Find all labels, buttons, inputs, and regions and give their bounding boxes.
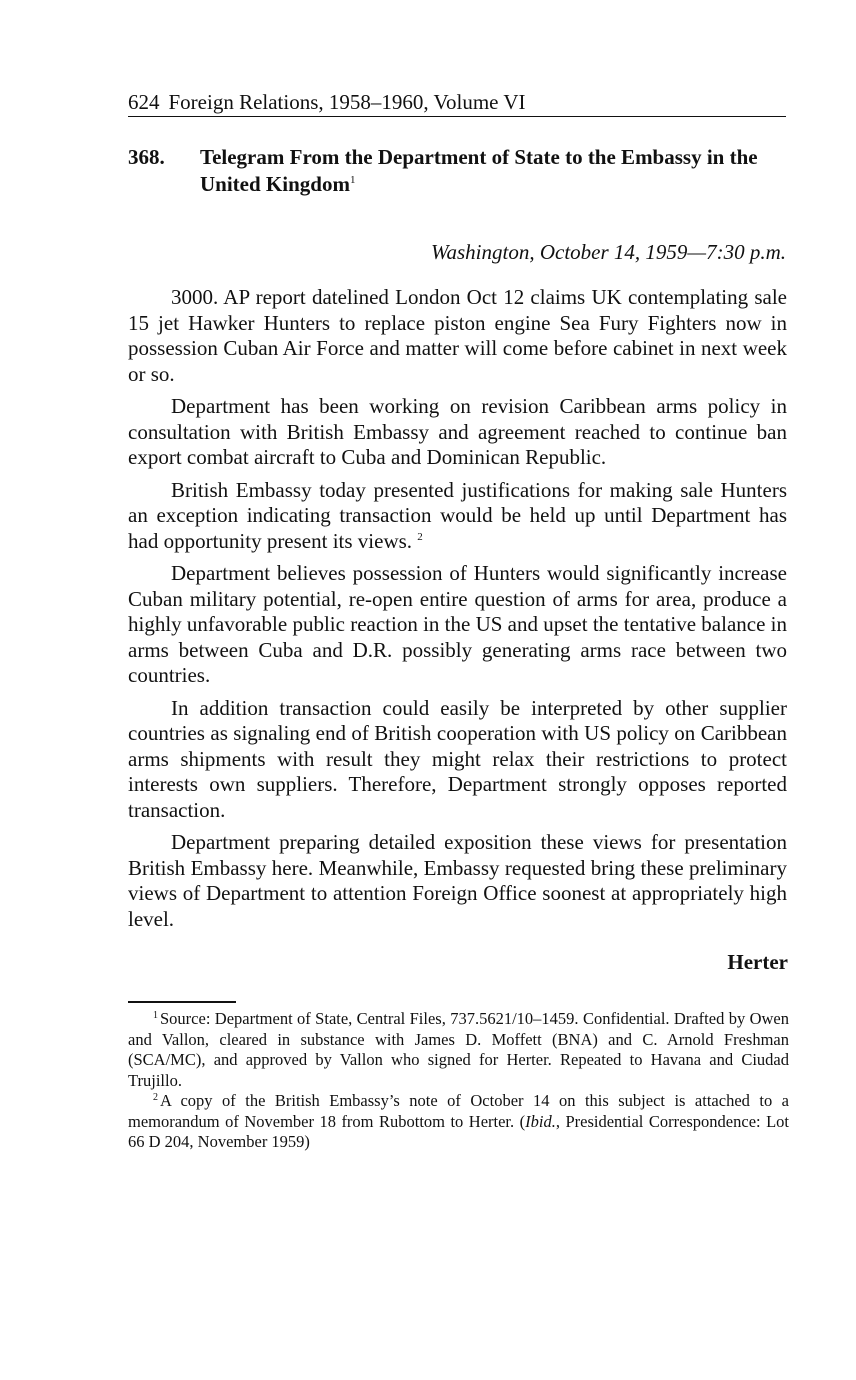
footnote-ref-2: 2 (417, 530, 423, 543)
footnote-2-text-a: A copy of the British Embassy’s note of October 14 on this subject is attached to a memorandum of November 18 from Rubottom to Herter. ( (128, 1091, 789, 1131)
paragraph-1: 3000. AP report datelined London Oct 12 claims UK contemplating sale 15 jet Hawker Hunters to replace piston engine Sea Fury Fighters now in possession Cuban Air Force and matter will come before cabinet in next week or so. (128, 285, 787, 386)
footnote-1-marker: 1 (153, 1009, 158, 1021)
signature: Herter (727, 950, 788, 974)
paragraph-3 (128, 478, 787, 555)
paragraph-3-text: British Embassy today presented justifications for making sale Hunters an exception indicating transaction would be held up until Department has had opportunity present its views. (128, 477, 787, 553)
document-number: 368. (128, 145, 165, 169)
paragraph-2: Department has been working on revision Caribbean arms policy in consultation with British Embassy and agreement reached to continue ban export combat aircraft to Cuba and Dominican Republic. (128, 394, 787, 469)
page-number: 624 (128, 90, 160, 114)
footnote-2-text-b: , Presidential Correspondence: Lot 66 D 204, November 1959) (128, 1111, 790, 1151)
telegram-body (128, 285, 787, 939)
footnotes (128, 1009, 789, 1153)
footnote-2-italic: Ibid. (525, 1111, 556, 1131)
running-head (128, 88, 786, 117)
dateline: Washington, October 14, 1959—7:30 p.m. (430, 240, 786, 264)
footnote-2-marker: 2 (153, 1091, 158, 1103)
footnote-ref-1: 1 (349, 174, 356, 186)
document-title (200, 144, 786, 198)
footnote-1 (128, 1009, 789, 1091)
footnote-divider (128, 1001, 236, 1003)
paragraph-6: Department preparing detailed exposition these views for presentation British Embassy here. Meanwhile, Embassy requested bring these preliminary views of Department to attention Foreign Office soonest at appropriately high level. (128, 830, 787, 931)
volume-title: Foreign Relations, 1958–1960, Volume VI (168, 90, 526, 114)
paragraph-4: Department believes possession of Hunters would significantly increase Cuban military potential, re-open entire question of arms for area, produce a highly unfavorable public reaction in the US and upset the tentative balance in arms between Cuba and D.R. possibly generating arms race between two countries. (128, 561, 787, 687)
paragraph-5: In addition transaction could easily be interpreted by other supplier countries as signaling end of British cooperation with US policy on Caribbean arms shipments with result they might relax their restrictions to protect interests own suppliers. Therefore, Department strongly opposes reported transaction. (128, 695, 787, 822)
footnote-1-text: Source: Department of State, Central Files, 737.5621/10–1459. Confidential. Drafted by Owen and Vallon, cleared in substance with James D. Moffett (BNA) and C. Arnold Freshman (SCA/MC), and approved by Vallon who signed for Herter. Repeated to Havana and Ciudad Trujillo. (128, 1009, 789, 1090)
footnote-2 (128, 1091, 789, 1153)
document-title-text: Telegram From the Department of State to the Embassy in the United Kingdom (200, 145, 758, 196)
